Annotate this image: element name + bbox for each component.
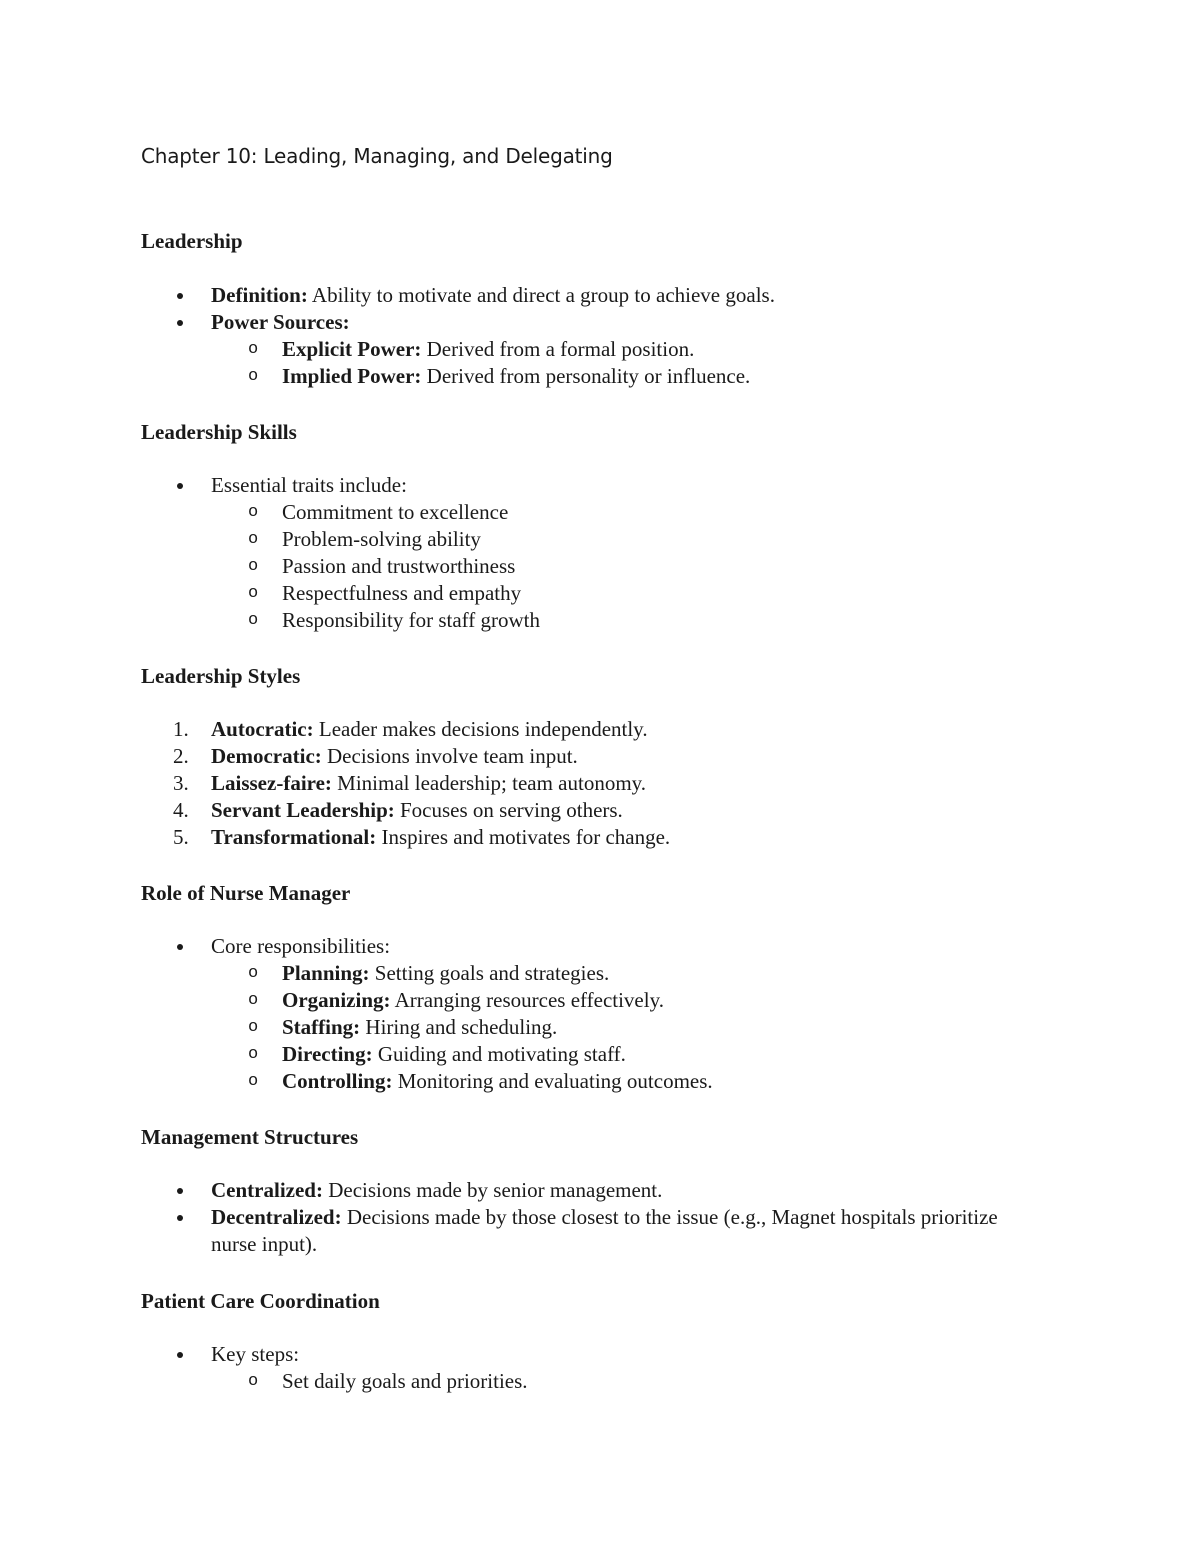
section-management-structures — [141, 1123, 1041, 1258]
section-heading: Role of Nurse Manager — [141, 881, 351, 905]
term-text: Decisions involve team input. — [321, 744, 578, 768]
sub-item-responsibility — [141, 1041, 1041, 1068]
sub-list — [141, 499, 1041, 634]
section-nurse-manager — [141, 879, 1041, 1095]
term-text: Leader makes decisions independently. — [313, 717, 648, 741]
sub-bullet-icon: o — [248, 1018, 259, 1037]
term-text: Derived from a formal position. — [421, 337, 695, 361]
term-text: Decisions made by senior management. — [322, 1178, 663, 1202]
bullet-icon — [177, 1215, 183, 1221]
sub-list — [141, 960, 1041, 1095]
sub-item-explicit-power — [141, 336, 1041, 363]
term-label: Staffing: — [282, 1015, 361, 1039]
bullet-list — [141, 1341, 1041, 1368]
term-label: Centralized: — [211, 1178, 323, 1202]
term-text: Monitoring and evaluating outcomes. — [392, 1069, 713, 1093]
term-label: Directing: — [282, 1042, 373, 1066]
term-text: Derived from personality or influence. — [421, 364, 751, 388]
term-text: Decisions made by those closest to the issue (e.g., Magnet hospitals prioritize nurse input). — [211, 1205, 998, 1256]
term-label: Controlling: — [282, 1069, 393, 1093]
term-text: Ability to motivate and direct a group to achieve goals. — [307, 283, 775, 307]
list-number: 5. — [173, 825, 189, 849]
list-item-definition — [141, 282, 1001, 309]
bullet-icon — [177, 483, 183, 489]
list-number: 3. — [173, 771, 189, 795]
section-heading: Patient Care Coordination — [141, 1289, 380, 1313]
list-item-decentralized — [141, 1204, 1001, 1258]
term-label: Servant Leadership: — [211, 798, 395, 822]
term-text: Minimal leadership; team autonomy. — [331, 771, 647, 795]
list-item-traits-intro — [141, 472, 1001, 499]
section-patient-care-coordination — [141, 1287, 1041, 1395]
section-leadership-styles — [141, 662, 1041, 851]
list-number: 1. — [173, 717, 189, 741]
bullet-icon — [177, 1188, 183, 1194]
term-label: Implied Power: — [282, 364, 422, 388]
item-text: Responsibility for staff growth — [282, 608, 541, 632]
sub-list — [141, 336, 1041, 390]
sub-item-implied-power — [141, 363, 1041, 390]
sub-item-responsibility — [141, 960, 1041, 987]
numbered-list — [141, 716, 1041, 851]
bullet-list — [141, 282, 1041, 336]
bullet-icon — [177, 1352, 183, 1358]
section-leadership-skills — [141, 418, 1041, 634]
list-item-style — [141, 797, 1001, 824]
sub-bullet-icon: o — [248, 584, 259, 603]
item-text: Core responsibilities: — [211, 934, 391, 958]
sub-item-trait — [141, 526, 1041, 553]
term-label: Definition: — [211, 283, 308, 307]
term-label: Democratic: — [211, 744, 322, 768]
section-heading: Leadership Skills — [141, 420, 297, 444]
item-text: Set daily goals and priorities. — [282, 1369, 528, 1393]
list-item-key-steps-intro — [141, 1341, 1001, 1368]
section-heading: Leadership Styles — [141, 664, 301, 688]
item-text: Commitment to excellence — [282, 500, 509, 524]
sub-item-responsibility — [141, 1068, 1041, 1095]
list-item-style — [141, 743, 1001, 770]
sub-bullet-icon: o — [248, 1072, 259, 1091]
term-text: Hiring and scheduling. — [360, 1015, 558, 1039]
sub-item-trait — [141, 580, 1041, 607]
term-label: Transformational: — [211, 825, 377, 849]
term-label: Organizing: — [282, 988, 391, 1012]
list-item-power-sources — [141, 309, 1001, 336]
list-item-responsibilities-intro — [141, 933, 1001, 960]
bullet-list — [141, 933, 1041, 960]
term-text: Guiding and motivating staff. — [372, 1042, 626, 1066]
section-leadership — [141, 227, 1041, 390]
bullet-icon — [177, 944, 183, 950]
bullet-list — [141, 1177, 1041, 1258]
sub-item-responsibility — [141, 987, 1041, 1014]
section-heading: Leadership — [141, 229, 243, 253]
term-label: Autocratic: — [211, 717, 314, 741]
sub-bullet-icon: o — [248, 611, 259, 630]
sub-bullet-icon: o — [248, 340, 259, 359]
term-label: Laissez-faire: — [211, 771, 332, 795]
list-item-style — [141, 824, 1001, 851]
sub-item-trait — [141, 553, 1041, 580]
item-text: Passion and trustworthiness — [282, 554, 516, 578]
bullet-icon — [177, 293, 183, 299]
sub-item-responsibility — [141, 1014, 1041, 1041]
item-text: Respectfulness and empathy — [282, 581, 522, 605]
sub-item-step — [141, 1368, 1041, 1395]
list-item-style — [141, 770, 1001, 797]
term-label: Power Sources: — [211, 310, 350, 334]
term-label: Decentralized: — [211, 1205, 342, 1229]
term-text: Inspires and motivates for change. — [376, 825, 671, 849]
section-heading: Management Structures — [141, 1125, 359, 1149]
sub-bullet-icon: o — [248, 991, 259, 1010]
sub-bullet-icon: o — [248, 367, 259, 386]
item-text: Problem-solving ability — [282, 527, 481, 551]
sub-bullet-icon: o — [248, 530, 259, 549]
sub-bullet-icon: o — [248, 1372, 259, 1391]
bullet-icon — [177, 320, 183, 326]
sub-bullet-icon: o — [248, 557, 259, 576]
bullet-list — [141, 472, 1041, 499]
sub-item-trait — [141, 607, 1041, 634]
sub-item-trait — [141, 499, 1041, 526]
list-item-style — [141, 716, 1001, 743]
term-text: Focuses on serving others. — [394, 798, 623, 822]
item-text: Key steps: — [211, 1342, 300, 1366]
list-number: 2. — [173, 744, 189, 768]
term-label: Explicit Power: — [282, 337, 422, 361]
term-label: Planning: — [282, 961, 370, 985]
list-item-centralized — [141, 1177, 1001, 1204]
term-text: Setting goals and strategies. — [369, 961, 610, 985]
list-number: 4. — [173, 798, 189, 822]
chapter-title: Chapter 10: Leading, Managing, and Delegating — [141, 144, 613, 168]
term-text: Arranging resources effectively. — [390, 988, 664, 1012]
item-text: Essential traits include: — [211, 473, 407, 497]
sub-bullet-icon: o — [248, 964, 259, 983]
sub-list — [141, 1368, 1041, 1395]
sub-bullet-icon: o — [248, 503, 259, 522]
sub-bullet-icon: o — [248, 1045, 259, 1064]
